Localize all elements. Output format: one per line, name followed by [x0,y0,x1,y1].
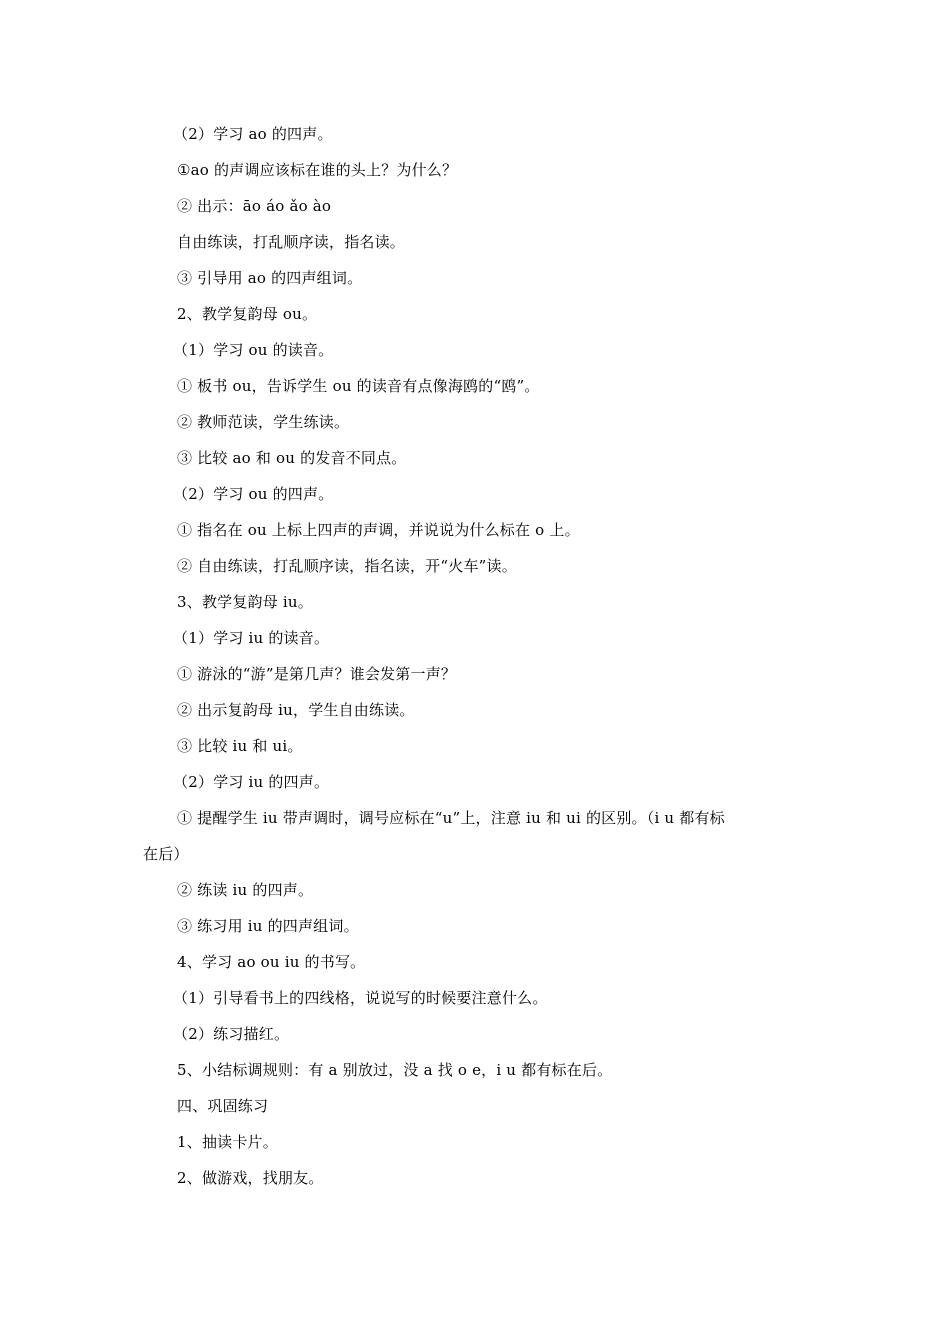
text-line: ③ 练习用 iu 的四声组词。 [177,917,359,935]
section-heading: 3、教学复韵母 iu。 [177,593,313,611]
text-line: ② 出示：āo áo ǎo ào [177,197,332,215]
text-line: ② 自由练读，打乱顺序读，指名读，开“火车”读。 [177,557,517,575]
text-line: ① 游泳的“游”是第几声？谁会发第一声？ [177,665,457,683]
text-line: ①ao 的声调应该标在谁的头上？为什么？ [177,161,458,179]
subsection-heading: （1）学习 ou 的读音。 [173,341,334,359]
text-line: ③ 比较 ao 和 ou 的发音不同点。 [177,449,407,467]
section-heading: 5、小结标调规则：有 a 别放过，没 a 找 o e，i u 都有标在后。 [177,1061,613,1079]
text-line: 2、做游戏，找朋友。 [177,1169,324,1187]
text-line: ② 练读 iu 的四声。 [177,881,314,899]
text-line: ③ 比较 iu 和 ui。 [177,737,303,755]
text-line: （2）学习 ao 的四声。 [173,125,333,143]
section-heading: 4、学习 ao ou iu 的书写。 [177,953,366,971]
subsection-heading: （1）学习 iu 的读音。 [173,629,330,647]
section-heading: 2、教学复韵母 ou。 [177,305,318,323]
section-heading: 四、巩固练习 [177,1097,269,1115]
text-line: ② 教师范读，学生练读。 [177,413,350,431]
text-line: 1、抽读卡片。 [177,1133,278,1151]
subsection-heading: （1）引导看书上的四线格，说说写的时候要注意什么。 [173,989,548,1007]
text-line: ① 提醒学生 iu 带声调时，调号应标在“u”上，注意 iu 和 ui 的区别。（i u 都有标 [177,809,725,827]
text-line: 自由练读，打乱顺序读，指名读。 [177,233,406,251]
subsection-heading: （2）学习 ou 的四声。 [173,485,334,503]
text-line: ③ 引导用 ao 的四声组词。 [177,269,363,287]
text-line-continuation: 在后） [143,845,189,863]
text-line: ② 出示复韵母 iu，学生自由练读。 [177,701,415,719]
subsection-heading: （2）练习描红。 [173,1025,290,1043]
subsection-heading: （2）学习 iu 的四声。 [173,773,330,791]
text-line: ① 板书 ou，告诉学生 ou 的读音有点像海鸥的“鸥”。 [177,377,540,395]
text-line: ① 指名在 ou 上标上四声的声调，并说说为什么标在 o 上。 [177,521,580,539]
document-body [143,124,815,1204]
